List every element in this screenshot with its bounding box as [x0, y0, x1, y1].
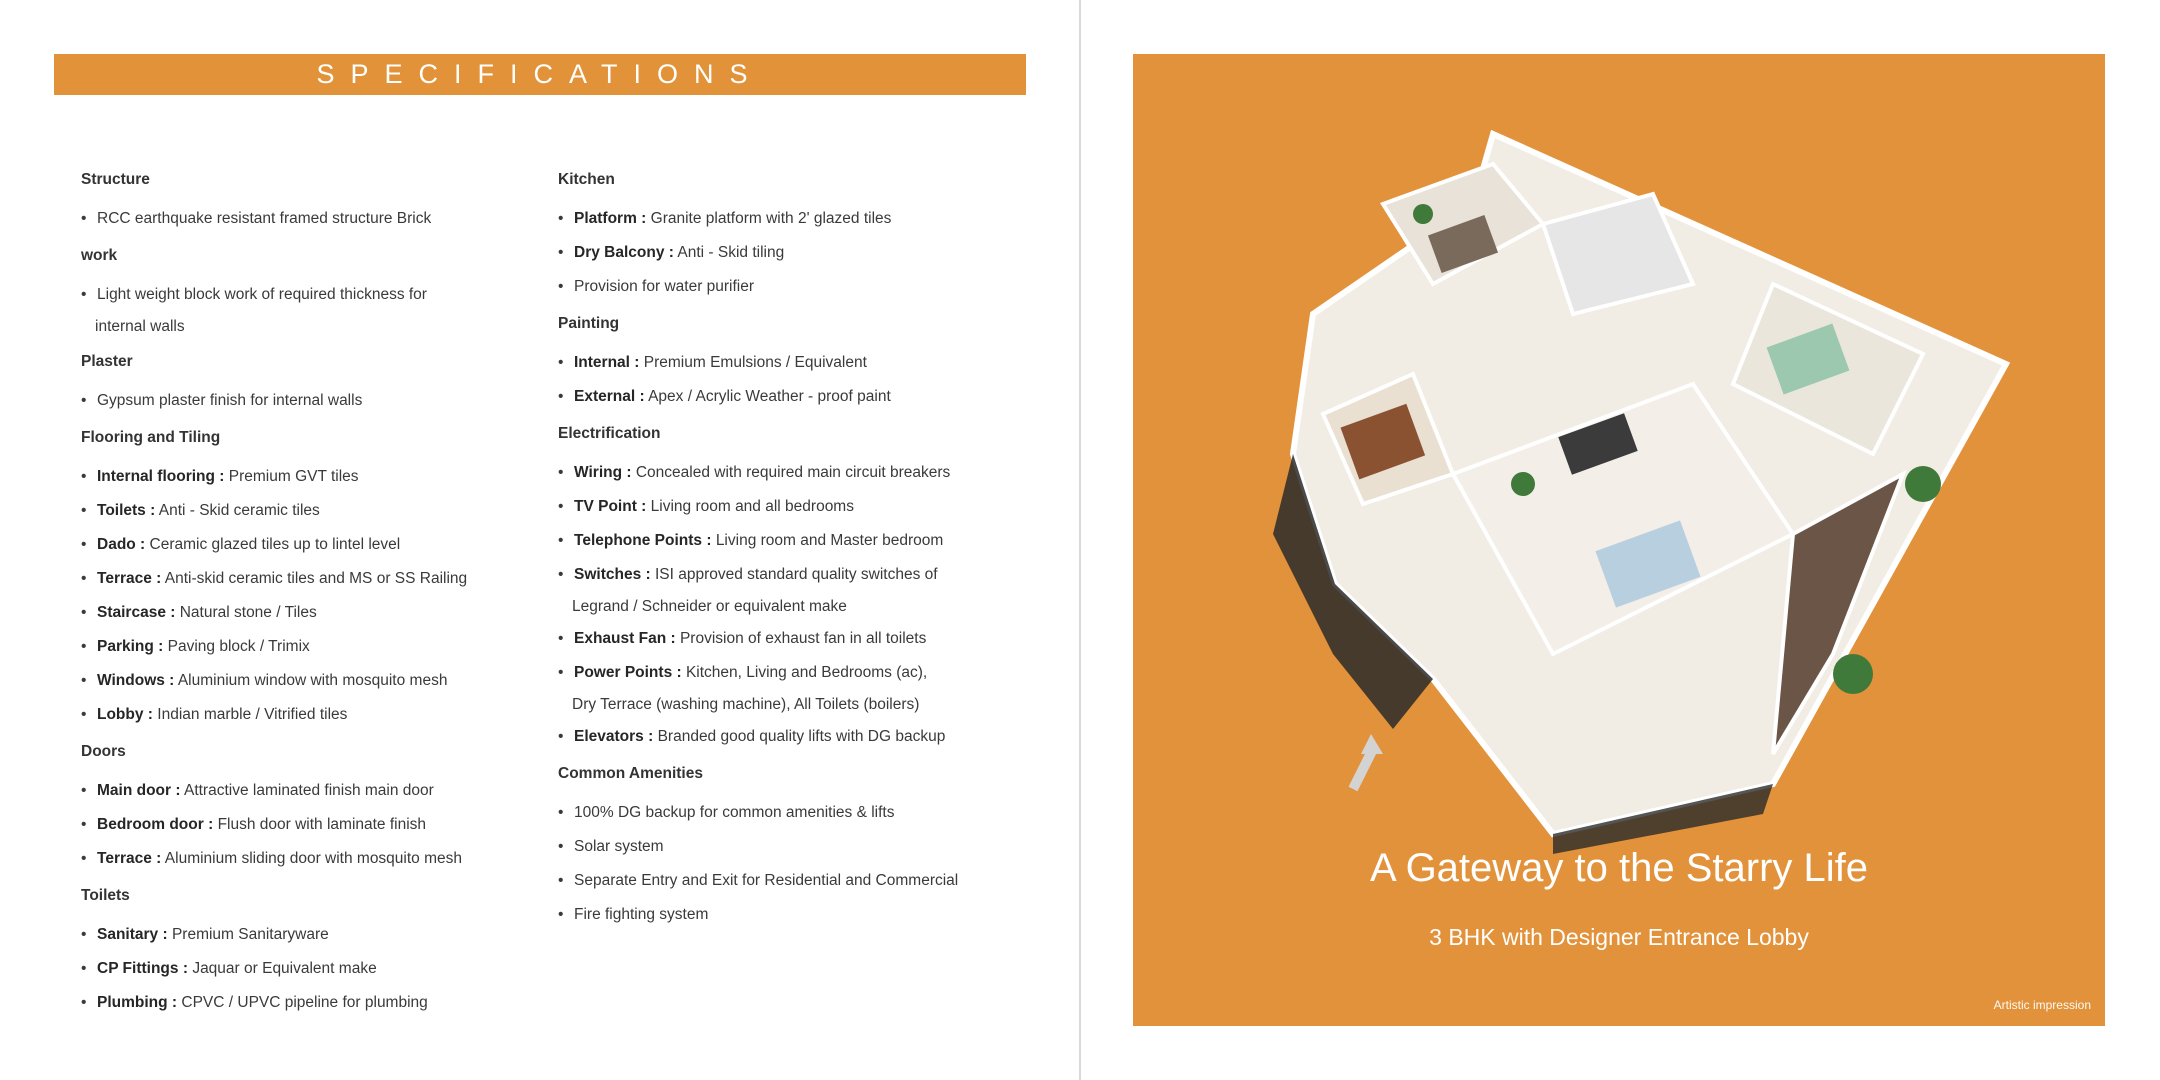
bullet-icon: • — [81, 850, 87, 867]
bullet-icon: • — [558, 498, 564, 515]
specifications-column-left — [81, 170, 511, 1030]
section-title: Structure — [81, 171, 150, 188]
spec-item — [81, 842, 511, 876]
spec-item-label: Windows : — [97, 672, 175, 689]
spec-item-text: Kitchen, Living and Bedrooms (ac), — [685, 664, 928, 681]
spec-item — [558, 796, 1028, 830]
spec-item-text: Granite platform with 2' glazed tiles — [650, 210, 892, 227]
spec-item — [81, 562, 511, 596]
spec-item-text: Premium GVT tiles — [228, 468, 359, 485]
spec-item-label: Exhaust Fan : — [574, 630, 676, 647]
spec-item-text: CPVC / UPVC pipeline for plumbing — [181, 994, 428, 1011]
spec-item-text: Premium Emulsions / Equivalent — [643, 354, 867, 371]
bullet-icon: • — [558, 906, 564, 923]
bullet-icon: • — [81, 286, 87, 303]
spec-item-text: Jaquar or Equivalent make — [192, 960, 377, 977]
spec-item-text: Apex / Acrylic Weather - proof paint — [648, 388, 891, 405]
entrance-arrow-shaft — [1353, 749, 1373, 789]
spec-item-text: Anti - Skid ceramic tiles — [158, 502, 320, 519]
spec-item-label: Plumbing : — [97, 994, 178, 1011]
spec-item — [81, 528, 511, 562]
spec-item — [558, 524, 1028, 558]
bullet-icon: • — [558, 804, 564, 821]
spec-item-text: Aluminium sliding door with mosquito mesh — [164, 850, 463, 867]
bullet-icon: • — [558, 244, 564, 261]
spec-item — [558, 236, 1028, 270]
bullet-icon: • — [81, 392, 87, 409]
bullet-icon: • — [558, 566, 564, 583]
spec-item — [81, 698, 511, 732]
spec-item-text: Provision of exhaust fan in all toilets — [679, 630, 927, 647]
spec-item-text: Anti - Skid tiling — [677, 244, 785, 261]
bullet-icon: • — [81, 570, 87, 587]
spec-item — [81, 460, 511, 494]
spec-item — [81, 494, 511, 528]
spec-item — [81, 596, 511, 630]
spec-item-label: Internal flooring : — [97, 468, 225, 485]
spec-item-text: Living room and all bedrooms — [650, 498, 854, 515]
spec-item-label: CP Fittings : — [97, 960, 188, 977]
bullet-icon: • — [558, 872, 564, 889]
spec-item-text: Natural stone / Tiles — [179, 604, 317, 621]
section-title: Painting — [558, 315, 620, 332]
bullet-icon: • — [81, 468, 87, 485]
spec-item-text: 100% DG backup for common amenities & lifts — [574, 804, 895, 821]
bullet-icon: • — [81, 960, 87, 977]
bullet-icon: • — [558, 210, 564, 227]
spec-item-text: Gypsum plaster finish for internal walls — [97, 392, 363, 409]
spec-item — [558, 864, 1028, 898]
spec-item — [558, 720, 1028, 754]
promo-tagline: A Gateway to the Starry Life — [1369, 846, 1869, 890]
spec-item-label: Terrace : — [97, 850, 162, 867]
section-title: Toilets — [81, 887, 130, 904]
promo-subtitle: 3 BHK with Designer Entrance Lobby — [1429, 924, 1809, 950]
spec-item — [81, 986, 511, 1020]
bullet-icon: • — [81, 816, 87, 833]
bullet-icon: • — [558, 532, 564, 549]
section-title: work — [81, 247, 118, 264]
spec-item-text: Flush door with laminate finish — [217, 816, 427, 833]
spec-item-text: Indian marble / Vitrified tiles — [157, 706, 348, 723]
spec-item — [558, 490, 1028, 524]
spec-item — [81, 918, 511, 952]
bullet-icon: • — [558, 838, 564, 855]
section-title: Common Amenities — [558, 765, 703, 782]
section-title: Kitchen — [558, 171, 615, 188]
spec-item — [558, 558, 1028, 622]
spec-item — [558, 622, 1028, 656]
spec-item — [81, 952, 511, 986]
promo-panel — [1133, 54, 2105, 1026]
spec-item — [81, 664, 511, 698]
spec-item — [81, 808, 511, 842]
spec-item-label: Staircase : — [97, 604, 176, 621]
spec-item-label: External : — [574, 388, 645, 405]
plant-three — [1413, 204, 1433, 224]
spec-item — [81, 630, 511, 664]
bullet-icon: • — [81, 502, 87, 519]
spec-item-label: Terrace : — [97, 570, 162, 587]
plant-one — [1833, 654, 1873, 694]
spec-item-continuation: Legrand / Schneider or equivalent make — [572, 598, 847, 615]
section-title: Doors — [81, 743, 126, 760]
bullet-icon: • — [558, 354, 564, 371]
spec-item-label: TV Point : — [574, 498, 647, 515]
spec-item — [81, 278, 511, 342]
spec-item — [558, 898, 1028, 932]
spec-item — [81, 774, 511, 808]
spec-item-text: Branded good quality lifts with DG backup — [657, 728, 946, 745]
spec-item-label: Telephone Points : — [574, 532, 712, 549]
spec-item-label: Sanitary : — [97, 926, 168, 943]
spec-item-label: Platform : — [574, 210, 647, 227]
bullet-icon: • — [81, 638, 87, 655]
spec-item — [81, 384, 511, 418]
specifications-banner: SPECIFICATIONS — [54, 54, 1026, 95]
spec-item-text: Separate Entry and Exit for Residential and Commercial — [574, 872, 959, 889]
spec-item-text: Solar system — [574, 838, 664, 855]
spec-item — [558, 830, 1028, 864]
bullet-icon: • — [558, 388, 564, 405]
spec-item-label: Toilets : — [97, 502, 156, 519]
spec-item-text: Fire fighting system — [574, 906, 709, 923]
spec-item-label: Wiring : — [574, 464, 632, 481]
spec-item-label: Lobby : — [97, 706, 153, 723]
spec-item-text: Ceramic glazed tiles up to lintel level — [149, 536, 401, 553]
spec-item-label: Parking : — [97, 638, 164, 655]
section-title: Electrification — [558, 425, 661, 442]
bullet-icon: • — [81, 706, 87, 723]
spec-item — [558, 346, 1028, 380]
spec-item-text: Concealed with required main circuit breakers — [635, 464, 951, 481]
spec-item-label: Switches : — [574, 566, 651, 583]
bullet-icon: • — [558, 278, 564, 295]
spec-item-text: ISI approved standard quality switches of — [654, 566, 938, 583]
spec-item-label: Internal : — [574, 354, 640, 371]
bullet-icon: • — [558, 728, 564, 745]
section-title: Flooring and Tiling — [81, 429, 221, 446]
spec-item-text: Living room and Master bedroom — [715, 532, 944, 549]
spec-item-label: Dado : — [97, 536, 146, 553]
specifications-column-right — [558, 170, 1028, 942]
spec-item — [558, 380, 1028, 414]
spec-item-label: Elevators : — [574, 728, 654, 745]
spec-item — [81, 202, 511, 236]
section-title: Plaster — [81, 353, 133, 370]
bullet-icon: • — [81, 536, 87, 553]
artistic-impression-note: Artistic impression — [1993, 998, 2091, 1012]
bullet-icon: • — [558, 630, 564, 647]
spec-item — [558, 202, 1028, 236]
spec-item-text: Light weight block work of required thickness for — [97, 286, 427, 303]
spec-item — [558, 270, 1028, 304]
spec-item-text: Premium Sanitaryware — [171, 926, 329, 943]
bullet-icon: • — [81, 782, 87, 799]
spec-item-label: Power Points : — [574, 664, 682, 681]
spec-item-text: Aluminium window with mosquito mesh — [177, 672, 448, 689]
plant-two — [1905, 466, 1941, 502]
bullet-icon: • — [558, 664, 564, 681]
spec-item — [558, 456, 1028, 490]
spec-item-continuation: Dry Terrace (washing machine), All Toilets (boilers) — [572, 696, 920, 713]
bullet-icon: • — [81, 210, 87, 227]
spec-item-label: Dry Balcony : — [574, 244, 674, 261]
bullet-icon: • — [558, 464, 564, 481]
plant-four — [1511, 472, 1535, 496]
promo-page — [1081, 0, 2160, 1080]
spec-item-text: RCC earthquake resistant framed structure Brick — [97, 210, 432, 227]
bullet-icon: • — [81, 672, 87, 689]
spec-item-label: Bedroom door : — [97, 816, 214, 833]
spec-item-text: Provision for water purifier — [574, 278, 755, 295]
spec-item-text: Attractive laminated finish main door — [183, 782, 434, 799]
bullet-icon: • — [81, 604, 87, 621]
spec-item-text: Anti-skid ceramic tiles and MS or SS Railing — [164, 570, 468, 587]
spec-item-text: Paving block / Trimix — [167, 638, 310, 655]
spec-item-label: Main door : — [97, 782, 181, 799]
bullet-icon: • — [81, 994, 87, 1011]
spec-item — [558, 656, 1028, 720]
bullet-icon: • — [81, 926, 87, 943]
spec-item-continuation: internal walls — [95, 318, 185, 335]
